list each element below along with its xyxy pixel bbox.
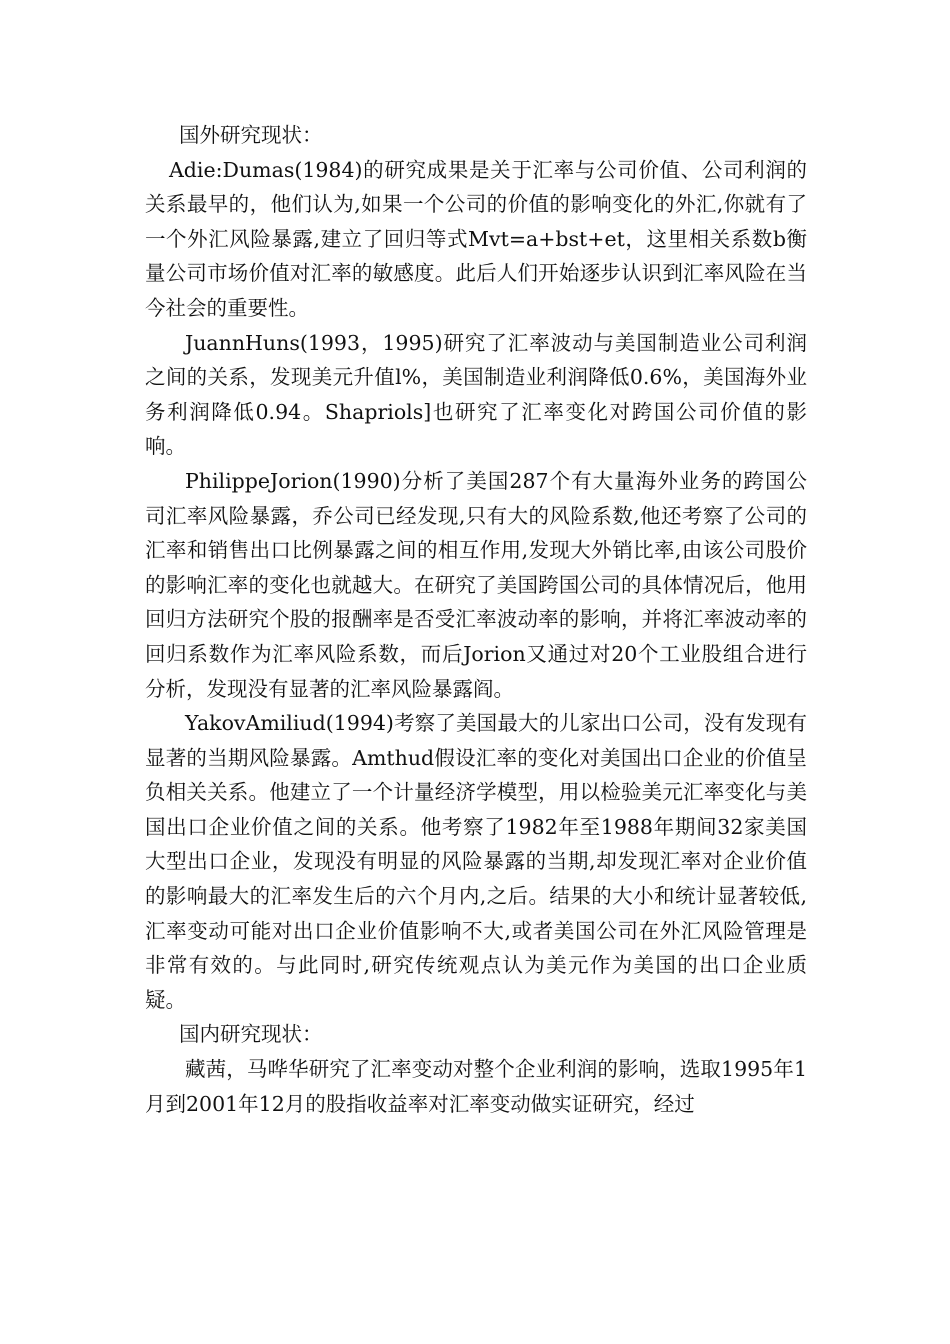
paragraph-domestic-research: 藏茜，马哗华研究了汇率变动对整个企业利润的影响，选取1995年1月到2001年12月的股指收益率对汇率变动做实证研究，经过 (145, 1057, 807, 1116)
paragraph-juann-huns: JuannHuns(1993，1995)研究了汇率波动与美国制造业公司利润之间的关系，发现美元升值l%，美国制造业利润降低0.6%，美国海外业务利润降低0.94。Shapriols]也研究了汇率变化对跨国公司价值的影响。 (145, 330, 807, 459)
document-body (145, 118, 807, 1121)
domestic-research-heading: 国内研究现状： (179, 1022, 323, 1047)
paragraph-yakov-amihud: YakovAmiliud(1994)考察了美国最大的儿家出口公司，没有发现有显著的当期风险暴露。Amthud假设汇率的变化对美国出口企业的价值呈负相关关系。他建立了一个计量经济学模型，用以检验美元汇率变化与美国出口企业价值之间的关系。他考察了1982年至1988年期间32家美国大型出口企业，发现没有明显的风险暴露的当期,却发现汇率对企业价值的影响最大的汇率发生后的六个月内,之后。结果的大小和统计显著较低,汇率变动可能对出口企业价值影响不大,或者美国公司在外汇风险管理是非常有效的。与此同时,研究传统观点认为美元作为美国的出口企业质疑。 (145, 711, 807, 1012)
foreign-research-heading: 国外研究现状： (179, 123, 323, 147)
paragraph-adler-dumas: Adie:Dumas(1984)的研究成果是关于汇率与公司价值、公司利润的关系最早的，他们认为,如果一个公司的价值的影响变化的外汇,你就有了一个外汇风险暴露,建立了回归等式Mvt=a+bst+et，这里相关系数b衡量公司市场价值对汇率的敏感度。此后人们开始逐步认识到汇率风险在当今社会的重要性。 (145, 157, 807, 320)
paragraph-philippe-jorion: PhilippeJorion(1990)分析了美国287个有大量海外业务的跨国公司汇率风险暴露，乔公司已经发现,只有大的风险系数,他还考察了公司的汇率和销售出口比例暴露之间的相互作用,发现大外销比率,由该公司股价的影响汇率的变化也就越大。在研究了美国跨国公司的具体情况后，他用回归方法研究个股的报酬率是否受汇率波动率的影响，并将汇率波动率的回归系数作为汇率风险系数，而后Jorion又通过对20个工业股组合进行分析，发现没有显著的汇率风险暴露阎。 (145, 468, 807, 701)
